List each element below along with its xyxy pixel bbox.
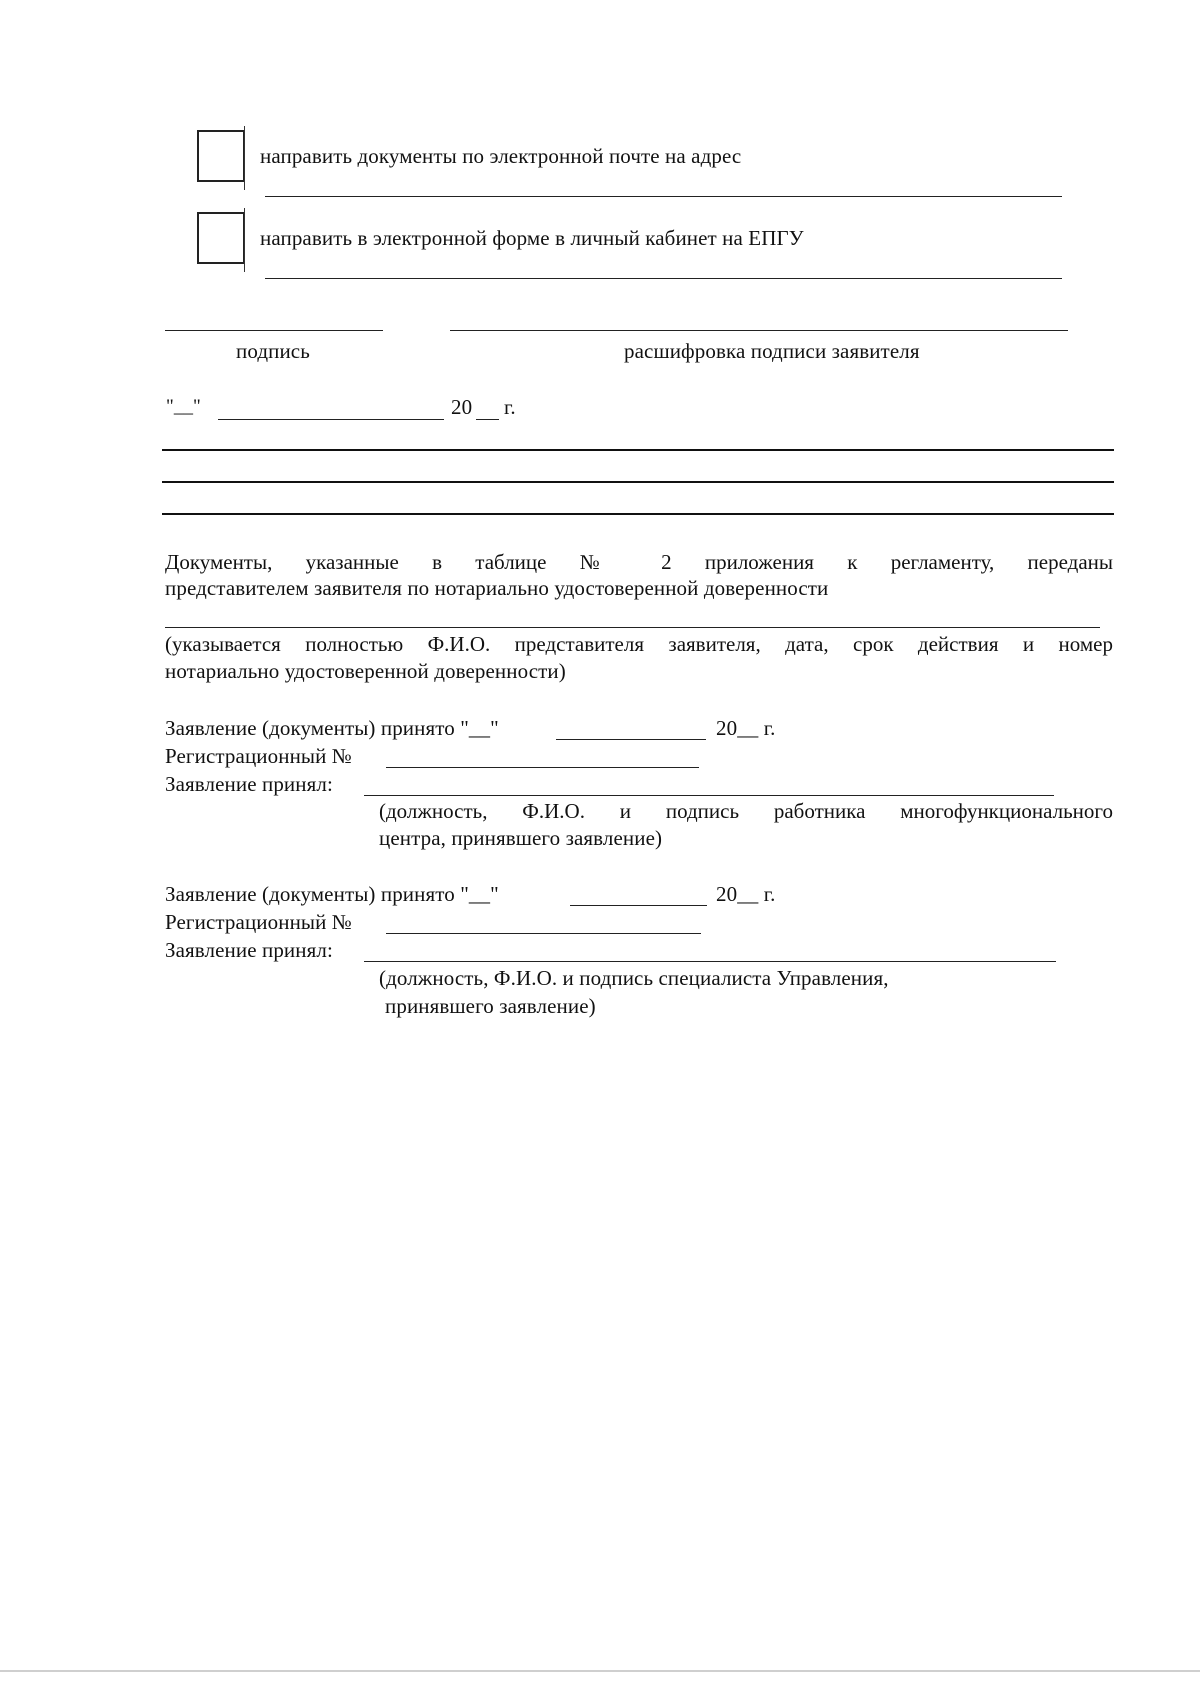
representative-text-line-2: представителем заявителя по нотариально удостоверенной доверенности bbox=[165, 576, 829, 600]
epgu-delivery-checkbox[interactable] bbox=[197, 212, 245, 264]
email-address-field[interactable] bbox=[265, 196, 1062, 197]
representative-text-line-1: Документы, указанные в таблице № 2 приложения к регламенту, переданы bbox=[165, 550, 1113, 574]
email-delivery-checkbox[interactable] bbox=[197, 130, 245, 182]
email-delivery-label: направить документы по электронной почте на адрес bbox=[260, 144, 742, 168]
signature-decode-label: расшифровка подписи заявителя bbox=[624, 339, 920, 363]
dept-note-line-2: принявшего заявление) bbox=[385, 994, 596, 1018]
separator-rule bbox=[162, 449, 1114, 451]
mfc-accepted-by-field[interactable] bbox=[364, 795, 1054, 796]
signature-field[interactable] bbox=[165, 330, 383, 331]
mfc-note-line-2: центра, принявшего заявление) bbox=[379, 826, 663, 850]
dept-accepted-month-field[interactable] bbox=[570, 905, 707, 906]
dept-reg-no-field[interactable] bbox=[386, 933, 701, 934]
signature-label: подпись bbox=[236, 339, 310, 363]
date-year-suffix: г. bbox=[504, 395, 516, 419]
date-day-quote: "__" bbox=[166, 396, 201, 417]
page-edge-rule bbox=[0, 1670, 1200, 1672]
dept-reg-no-label: Регистрационный № bbox=[165, 910, 352, 934]
representative-note-line-2: нотариально удостоверенной доверенности) bbox=[165, 659, 566, 683]
date-year-field[interactable] bbox=[476, 419, 499, 420]
signature-decode-field[interactable] bbox=[450, 330, 1068, 331]
epgu-delivery-label: направить в электронной форме в личный кабинет на ЕПГУ bbox=[260, 226, 804, 250]
checkbox-bracket bbox=[244, 126, 251, 190]
date-year-prefix: 20 bbox=[451, 395, 473, 419]
dept-accepted-year: 20__ г. bbox=[716, 882, 776, 906]
checkbox-bracket bbox=[244, 208, 251, 272]
representative-details-field[interactable] bbox=[165, 627, 1100, 628]
dept-accepted-by-field[interactable] bbox=[364, 961, 1056, 962]
dept-note-line-1: (должность, Ф.И.О. и подпись специалиста Управления, bbox=[379, 966, 889, 990]
mfc-accepted-month-field[interactable] bbox=[556, 739, 706, 740]
mfc-reg-no-label: Регистрационный № bbox=[165, 744, 352, 768]
separator-rule bbox=[162, 513, 1114, 515]
mfc-note-line-1: (должность, Ф.И.О. и подпись работника многофункционального bbox=[379, 799, 1113, 823]
separator-rule bbox=[162, 481, 1114, 483]
date-month-field[interactable] bbox=[218, 419, 444, 420]
mfc-accepted-year: 20__ г. bbox=[716, 716, 776, 740]
mfc-reg-no-field[interactable] bbox=[386, 767, 699, 768]
mfc-accepted-by-label: Заявление принял: bbox=[165, 772, 333, 796]
mfc-accepted-label: Заявление (документы) принято "__" bbox=[165, 716, 499, 740]
epgu-details-field[interactable] bbox=[265, 278, 1062, 279]
representative-note-line-1: (указывается полностью Ф.И.О. представителя заявителя, дата, срок действия и номер bbox=[165, 632, 1113, 656]
dept-accepted-label: Заявление (документы) принято "__" bbox=[165, 882, 499, 906]
dept-accepted-by-label: Заявление принял: bbox=[165, 938, 333, 962]
